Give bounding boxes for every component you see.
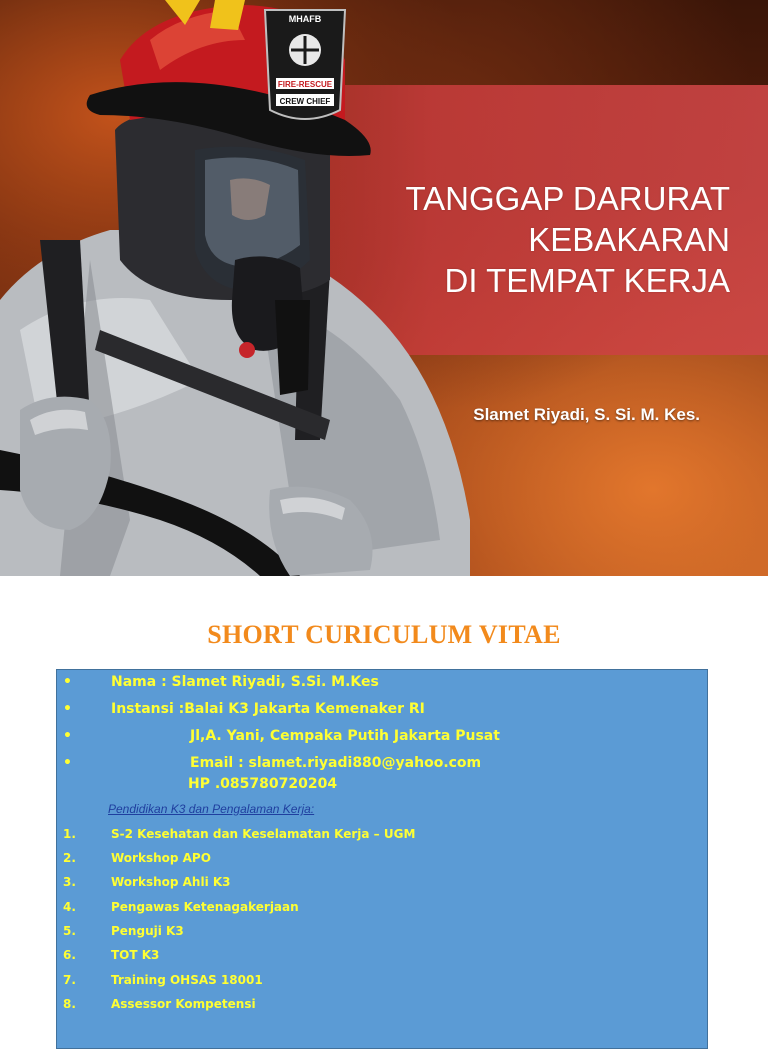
bullet-text-nama: Nama : Slamet Riyadi, S.Si. M.Kes — [111, 674, 379, 690]
bullet-text-email: Email : slamet.riyadi880@yahoo.com — [190, 755, 482, 771]
bullet-text-instansi: Instansi :Balai K3 Jakarta Kemenaker RI — [111, 701, 425, 717]
list-number: 6. — [63, 948, 76, 962]
list-number: 3. — [63, 875, 76, 889]
bullet-mark: • — [63, 701, 72, 717]
list-text: S-2 Kesehatan dan Keselamatan Kerja – UGM — [111, 827, 416, 841]
list-text: Workshop Ahli K3 — [111, 875, 231, 889]
bullet-mark: • — [63, 674, 72, 690]
phone-text: HP .085780720204 — [188, 776, 338, 792]
bullet-text-address: Jl,A. Yani, Cempaka Putih Jakarta Pusat — [190, 728, 500, 744]
list-text: TOT K3 — [111, 948, 160, 962]
list-number: 7. — [63, 973, 76, 987]
slide-author: Slamet Riyadi, S. Si. M. Kes. — [473, 405, 700, 424]
list-number: 2. — [63, 851, 76, 865]
list-text: Assessor Kompetensi — [111, 997, 256, 1011]
cv-content-box — [56, 669, 708, 1049]
slide-title: TANGGAP DARURAT KEBAKARAN DI TEMPAT KERJA — [405, 180, 730, 299]
education-subheading: Pendidikan K3 dan Pengalaman Kerja: — [108, 802, 315, 816]
list-text: Training OHSAS 18001 — [111, 973, 263, 987]
helmet-badge-mid-text: FIRE-RESCUE — [277, 80, 333, 89]
bullet-mark: • — [63, 755, 72, 771]
list-number: 1. — [63, 827, 76, 841]
list-number: 4. — [63, 900, 76, 914]
list-number: 5. — [63, 924, 76, 938]
list-text: Workshop APO — [111, 851, 211, 865]
helmet-badge-bot-text: CREW CHIEF — [279, 97, 331, 106]
bullet-mark: • — [63, 728, 72, 744]
list-number: 8. — [63, 997, 76, 1011]
cv-heading: SHORT CURICULUM VITAE — [207, 620, 561, 649]
helmet-badge-top-text: MHAFB — [288, 14, 322, 24]
list-text: Pengawas Ketenagakerjaan — [111, 900, 299, 914]
list-text: Penguji K3 — [111, 924, 184, 938]
